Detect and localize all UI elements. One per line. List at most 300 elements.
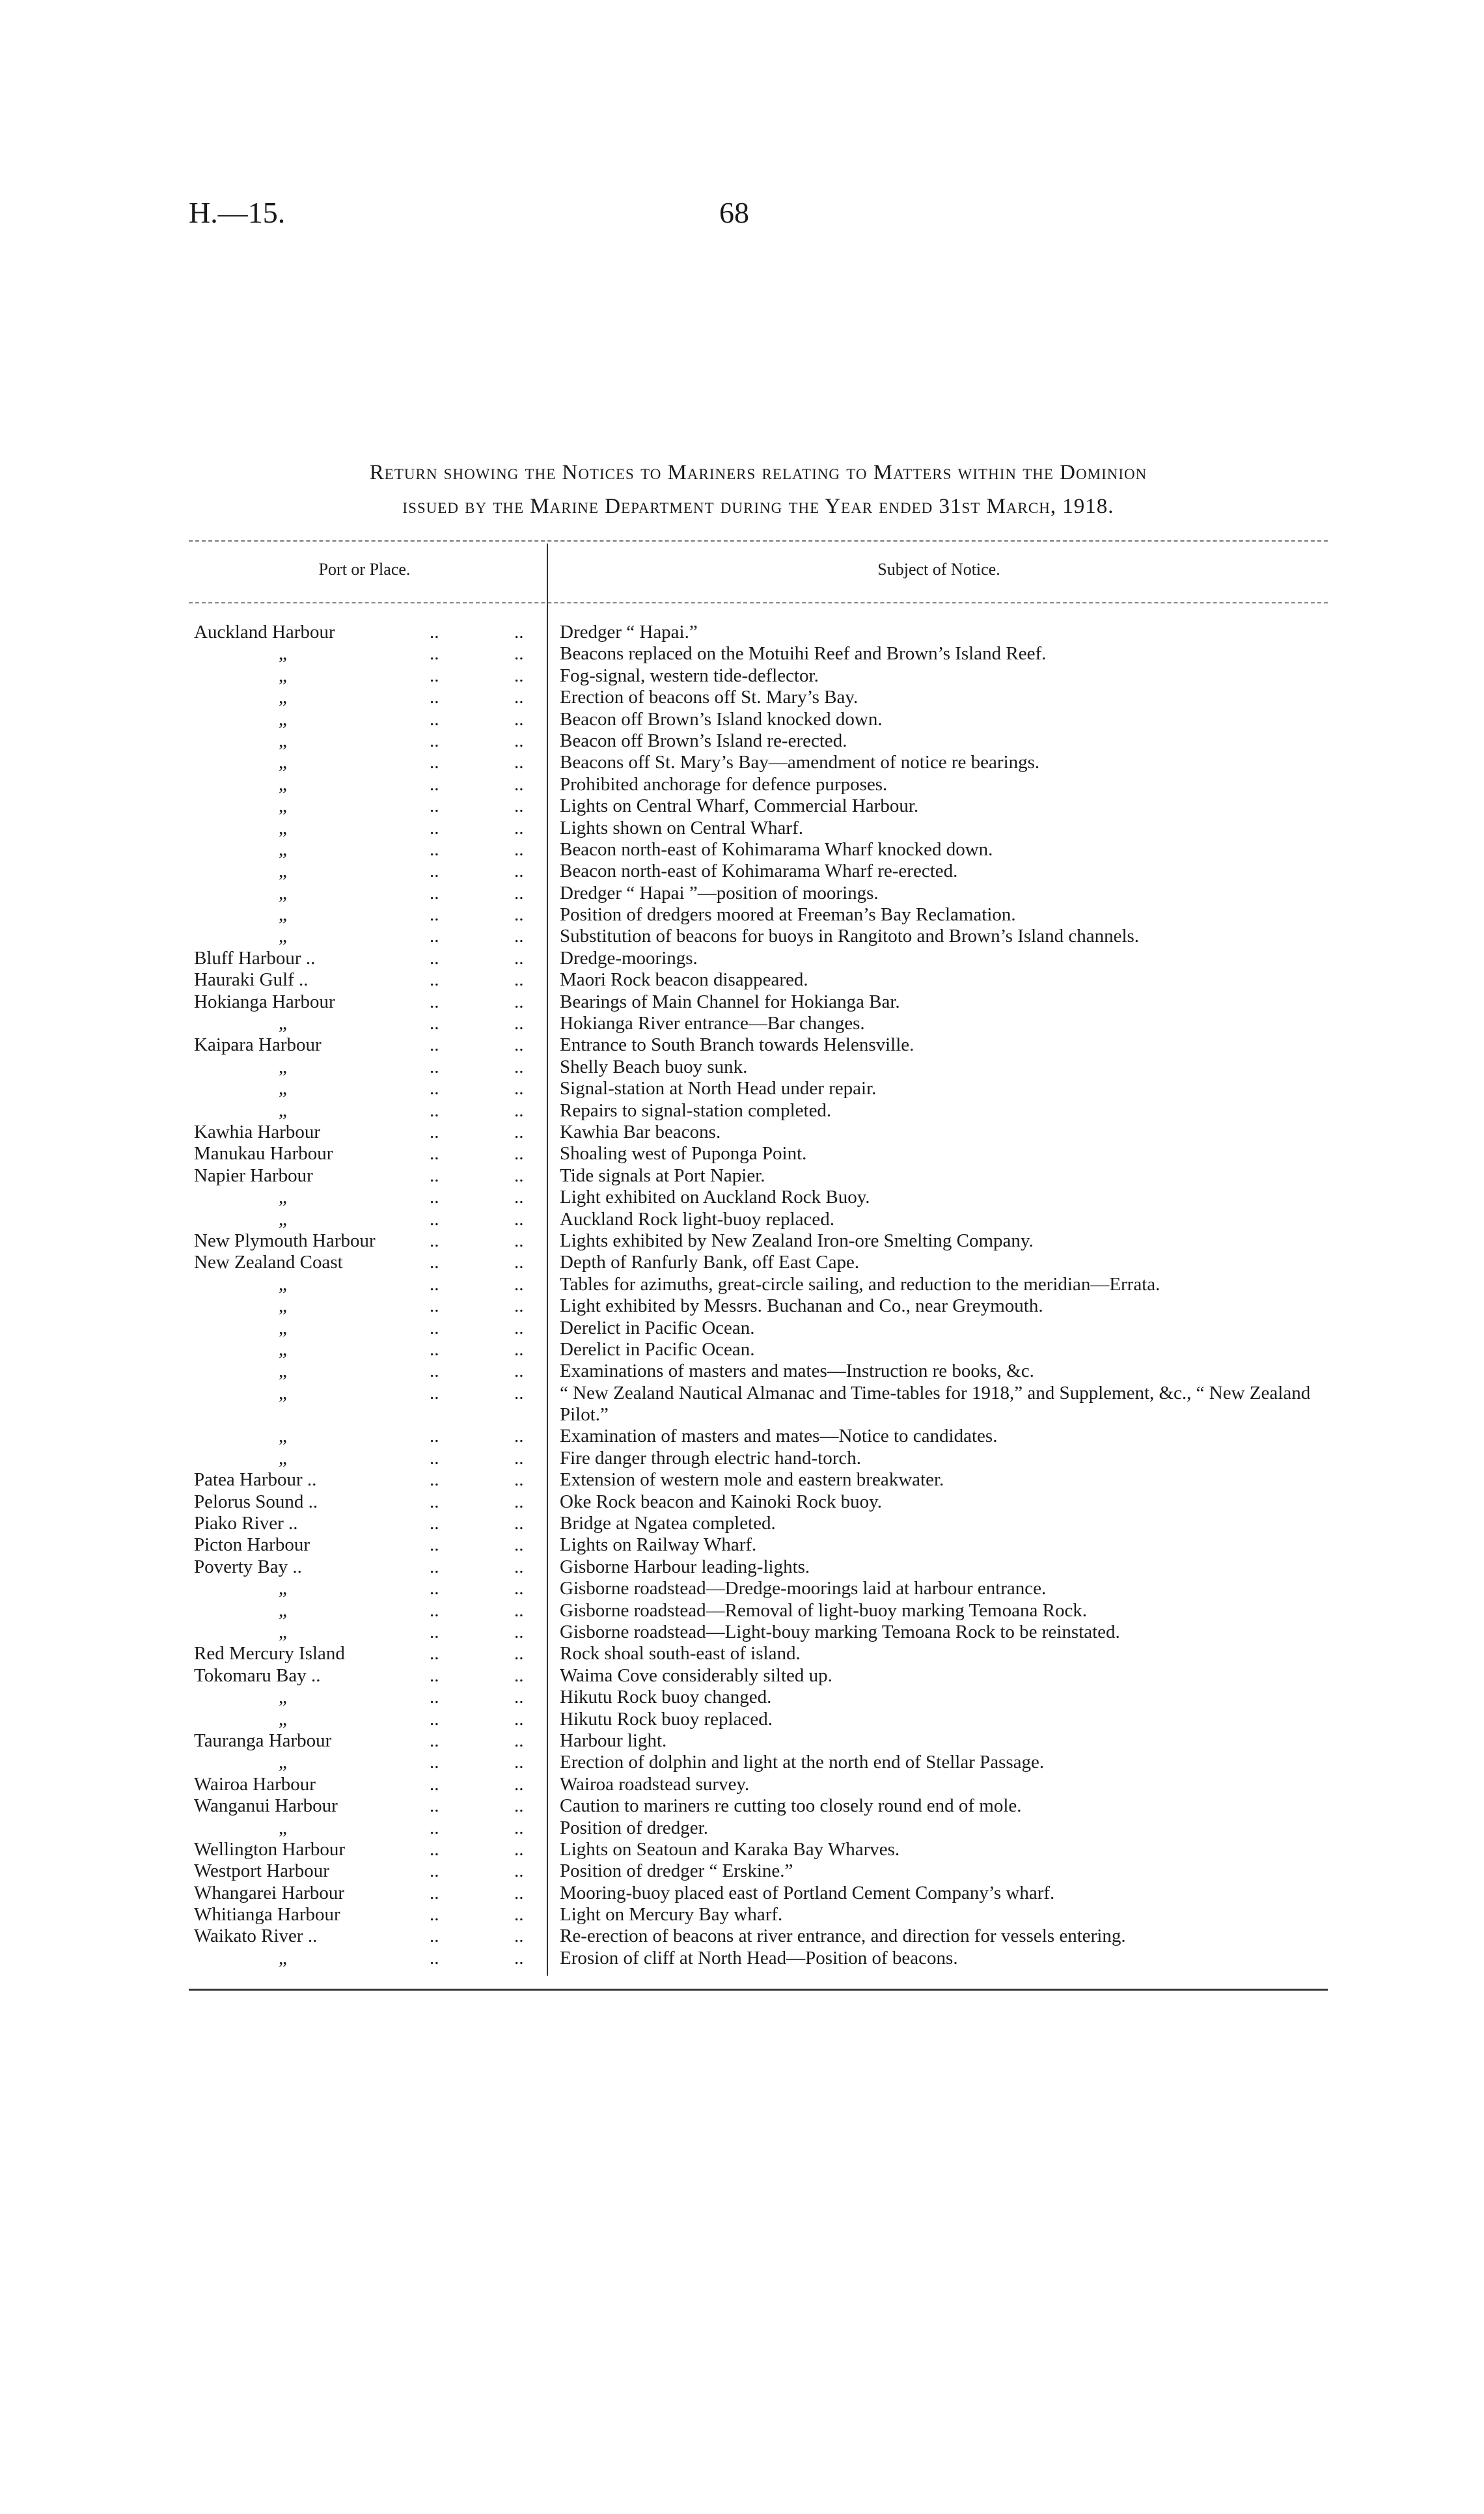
ditto-mark: „ <box>279 1426 287 1447</box>
table-row <box>189 1839 1328 1860</box>
leader-dots: .. <box>430 773 439 795</box>
leader-dots: .. <box>514 1273 524 1295</box>
leader-dots: .. <box>514 1621 524 1642</box>
leader-dots: .. <box>514 1860 524 1882</box>
notice-subject: Wairoa roadstead survey. <box>560 1773 750 1795</box>
table-row <box>189 1230 1328 1252</box>
table-row <box>189 1143 1328 1165</box>
notice-subject: Lights on Railway Wharf. <box>560 1534 757 1556</box>
leader-dots: .. <box>430 665 439 686</box>
table-row <box>189 1318 1328 1339</box>
leader-dots: .. <box>430 708 439 730</box>
notice-subject: Fog-signal, western tide-deflector. <box>560 665 819 686</box>
leader-dots: .. <box>514 882 524 904</box>
table-row <box>189 1034 1328 1056</box>
notice-subject: Lights on Central Wharf, Commercial Harbour. <box>560 795 919 817</box>
table-row <box>189 1491 1328 1513</box>
leader-dots: .. <box>430 1599 439 1621</box>
ditto-mark: „ <box>279 1338 287 1360</box>
ditto-mark: „ <box>279 795 287 817</box>
table-row <box>189 1057 1328 1078</box>
notice-subject: Caution to mariners re cutting too closely round end of mole. <box>560 1795 1022 1817</box>
leader-dots: .. <box>514 1208 524 1230</box>
leader-dots: .. <box>514 1838 524 1860</box>
table-row <box>189 1904 1328 1926</box>
notice-subject: Waima Cove considerably silted up. <box>560 1664 832 1686</box>
table-row <box>189 1709 1328 1730</box>
table-row <box>189 1752 1328 1773</box>
leader-dots: .. <box>514 752 524 773</box>
table-row <box>189 861 1328 882</box>
port-name: Wairoa Harbour <box>194 1773 316 1795</box>
table-row <box>189 730 1328 752</box>
table-row <box>189 904 1328 926</box>
notice-subject: Beacons replaced on the Motuihi Reef and Brown’s Island Reef. <box>560 643 1047 665</box>
notice-subject: Auckland Rock light-buoy replaced. <box>560 1208 834 1230</box>
notice-subject: Examination of masters and mates—Notice to candidates. <box>560 1426 998 1447</box>
port-name: Westport Harbour <box>194 1860 329 1882</box>
table-row <box>189 1578 1328 1599</box>
ditto-mark: „ <box>279 1817 287 1838</box>
leader-dots: .. <box>514 1687 524 1708</box>
notice-subject: Harbour light. <box>560 1730 667 1751</box>
table-row <box>189 687 1328 708</box>
leader-dots: .. <box>514 1599 524 1621</box>
ditto-mark: „ <box>279 1361 287 1382</box>
ditto-mark: „ <box>279 1056 287 1077</box>
ditto-mark: „ <box>279 1621 287 1642</box>
port-name: Bluff Harbour .. <box>194 947 316 969</box>
leader-dots: .. <box>430 947 439 969</box>
table-row <box>189 709 1328 730</box>
leader-dots: .. <box>430 1273 439 1295</box>
notice-subject: Hokianga River entrance—Bar changes. <box>560 1013 865 1034</box>
leader-dots: .. <box>514 687 524 708</box>
table-row <box>189 1795 1328 1817</box>
port-name: New Plymouth Harbour <box>194 1230 376 1251</box>
ditto-mark: „ <box>279 730 287 751</box>
notice-subject: Hikutu Rock buoy changed. <box>560 1687 772 1708</box>
table-row <box>189 991 1328 1013</box>
leader-dots: .. <box>430 1904 439 1926</box>
table-row <box>189 1665 1328 1687</box>
leader-dots: .. <box>514 1295 524 1317</box>
ditto-mark: „ <box>279 904 287 926</box>
notice-subject: Lights shown on Central Wharf. <box>560 817 803 838</box>
leader-dots: .. <box>514 1426 524 1447</box>
port-name: Kaipara Harbour <box>194 1034 322 1056</box>
leader-dots: .. <box>430 1165 439 1186</box>
notices-table <box>189 622 1328 1969</box>
table-row <box>189 1100 1328 1122</box>
notice-subject: Beacon off Brown’s Island knocked down. <box>560 708 883 730</box>
leader-dots: .. <box>514 1317 524 1338</box>
notice-subject: Erection of beacons off St. Mary’s Bay. <box>560 687 859 708</box>
leader-dots: .. <box>430 643 439 665</box>
leader-dots: .. <box>514 969 524 991</box>
notice-subject: Dredger “ Hapai.” <box>560 622 698 642</box>
leader-dots: .. <box>430 1338 439 1360</box>
leader-dots: .. <box>430 687 439 708</box>
leader-dots: .. <box>514 1447 524 1469</box>
leader-dots: .. <box>430 1556 439 1577</box>
leader-dots: .. <box>514 1034 524 1056</box>
top-rule <box>189 540 1328 542</box>
leader-dots: .. <box>430 1361 439 1382</box>
leader-dots: .. <box>514 1121 524 1142</box>
leader-dots: .. <box>514 1643 524 1664</box>
table-row <box>189 1860 1328 1882</box>
notice-subject: Re-erection of beacons at river entrance, and direction for vessels entering. <box>560 1926 1126 1947</box>
port-name: Waikato River .. <box>194 1926 318 1947</box>
leader-dots: .. <box>514 1382 524 1403</box>
port-name: New Zealand Coast <box>194 1252 343 1273</box>
leader-dots: .. <box>514 1165 524 1186</box>
leader-dots: .. <box>514 1099 524 1121</box>
table-row <box>189 1513 1328 1534</box>
leader-dots: .. <box>430 1534 439 1556</box>
leader-dots: .. <box>514 665 524 686</box>
notice-subject: Shoaling west of Puponga Point. <box>560 1143 807 1165</box>
port-name: Hauraki Gulf .. <box>194 969 309 991</box>
leader-dots: .. <box>430 817 439 838</box>
notice-subject: Tide signals at Port Napier. <box>560 1165 765 1186</box>
table-row <box>189 1622 1328 1643</box>
notice-subject: Light exhibited on Auckland Rock Buoy. <box>560 1187 870 1208</box>
table-row <box>189 1534 1328 1556</box>
leader-dots: .. <box>430 1034 439 1056</box>
table-row <box>189 1361 1328 1382</box>
header-reference: H.—15. <box>189 196 286 229</box>
leader-dots: .. <box>514 1013 524 1034</box>
leader-dots: .. <box>430 1230 439 1251</box>
leader-dots: .. <box>430 1447 439 1469</box>
notice-subject: Position of dredgers moored at Freeman’s Bay Reclamation. <box>560 904 1016 926</box>
notice-subject: Light on Mercury Bay wharf. <box>560 1904 783 1926</box>
table-row <box>189 1556 1328 1578</box>
leader-dots: .. <box>430 1947 439 1968</box>
notice-subject: Dredge-moorings. <box>560 947 698 969</box>
notice-subject: Beacon off Brown’s Island re-erected. <box>560 730 847 751</box>
notice-subject: Hikutu Rock buoy replaced. <box>560 1708 773 1730</box>
notice-subject: Gisborne roadstead—Light-bouy marking Temoana Rock to be reinstated. <box>560 1621 1120 1642</box>
column-header-port: Port or Place. <box>318 560 411 579</box>
leader-dots: .. <box>514 1578 524 1599</box>
ditto-mark: „ <box>279 1752 287 1773</box>
port-name: Patea Harbour .. <box>194 1469 317 1491</box>
table-row <box>189 1948 1328 1969</box>
leader-dots: .. <box>514 1361 524 1382</box>
leader-dots: .. <box>514 926 524 947</box>
notice-subject: Dredger “ Hapai ”—position of moorings. <box>560 882 879 904</box>
port-name: Hokianga Harbour <box>194 991 335 1012</box>
notice-subject: Beacon north-east of Kohimarama Wharf knocked down. <box>560 838 993 860</box>
notice-subject: Erection of dolphin and light at the north end of Stellar Passage. <box>560 1752 1045 1773</box>
leader-dots: .. <box>514 1556 524 1577</box>
leader-dots: .. <box>430 1513 439 1534</box>
notice-subject: Substitution of beacons for buoys in Rangitoto and Brown’s Island channels. <box>560 926 1140 947</box>
leader-dots: .. <box>430 1295 439 1317</box>
table-row <box>189 1730 1328 1752</box>
notice-subject: Fire danger through electric hand-torch. <box>560 1447 862 1469</box>
ditto-mark: „ <box>279 1273 287 1295</box>
ditto-mark: „ <box>279 643 287 665</box>
leader-dots: .. <box>430 1687 439 1708</box>
leader-dots: .. <box>514 1904 524 1926</box>
port-name: Poverty Bay .. <box>194 1556 302 1577</box>
table-row <box>189 926 1328 947</box>
ditto-mark: „ <box>279 1099 287 1121</box>
notice-subject: Kawhia Bar beacons. <box>560 1121 721 1142</box>
port-name: Tokomaru Bay .. <box>194 1664 321 1686</box>
leader-dots: .. <box>430 1382 439 1403</box>
leader-dots: .. <box>430 1578 439 1599</box>
ditto-mark: „ <box>279 1687 287 1708</box>
ditto-mark: „ <box>279 1578 287 1599</box>
leader-dots: .. <box>514 1730 524 1751</box>
leader-dots: .. <box>430 1730 439 1751</box>
notice-subject: Derelict in Pacific Ocean. <box>560 1317 755 1338</box>
port-name: Red Mercury Island <box>194 1643 345 1664</box>
ditto-mark: „ <box>279 838 287 860</box>
leader-dots: .. <box>514 773 524 795</box>
leader-dots: .. <box>430 1752 439 1773</box>
leader-dots: .. <box>430 622 439 642</box>
ditto-mark: „ <box>279 1947 287 1968</box>
leader-dots: .. <box>430 795 439 817</box>
notice-subject: “ New Zealand Nautical Almanac and Time-tables for 1918,” and Supplement, &c., “ New Zealand Pilot.” <box>560 1382 1311 1426</box>
leader-dots: .. <box>514 904 524 926</box>
port-name: Picton Harbour <box>194 1534 310 1556</box>
leader-dots: .. <box>430 1056 439 1077</box>
leader-dots: .. <box>514 1491 524 1512</box>
leader-dots: .. <box>430 1621 439 1642</box>
notice-subject: Examinations of masters and mates—Instruction re books, &c. <box>560 1361 1034 1382</box>
table-row <box>189 1383 1328 1426</box>
ditto-mark: „ <box>279 773 287 795</box>
ditto-mark: „ <box>279 665 287 686</box>
leader-dots: .. <box>430 1491 439 1512</box>
notice-subject: Gisborne roadstead—Dredge-moorings laid at harbour entrance. <box>560 1578 1047 1599</box>
title-line-2: issued by the Marine Department during the Year ended 31st March, 1918. <box>402 495 1114 518</box>
table-row <box>189 665 1328 687</box>
notice-subject: Repairs to signal-station completed. <box>560 1099 832 1121</box>
leader-dots: .. <box>514 1230 524 1251</box>
ditto-mark: „ <box>279 1013 287 1034</box>
port-name: Auckland Harbour <box>194 622 335 642</box>
ditto-mark: „ <box>279 1078 287 1099</box>
table-row <box>189 1448 1328 1469</box>
leader-dots: .. <box>430 1817 439 1838</box>
leader-dots: .. <box>514 991 524 1012</box>
ditto-mark: „ <box>279 861 287 882</box>
notice-subject: Position of dredger “ Erskine.” <box>560 1860 793 1882</box>
leader-dots: .. <box>514 947 524 969</box>
notice-subject: Gisborne Harbour leading-lights. <box>560 1556 810 1577</box>
leader-dots: .. <box>430 882 439 904</box>
leader-dots: .. <box>514 622 524 642</box>
leader-dots: .. <box>430 1426 439 1447</box>
table-row <box>189 1165 1328 1187</box>
leader-dots: .. <box>430 1208 439 1230</box>
notice-subject: Rock shoal south-east of island. <box>560 1643 801 1664</box>
leader-dots: .. <box>514 708 524 730</box>
ditto-mark: „ <box>279 687 287 708</box>
table-row <box>189 1013 1328 1034</box>
leader-dots: .. <box>430 1469 439 1491</box>
notice-subject: Prohibited anchorage for defence purposes. <box>560 773 888 795</box>
leader-dots: .. <box>430 1838 439 1860</box>
table-row <box>189 1469 1328 1491</box>
table-row <box>189 774 1328 795</box>
leader-dots: .. <box>430 1121 439 1142</box>
bottom-rule <box>189 1989 1328 1991</box>
table-row <box>189 1687 1328 1708</box>
port-name: Napier Harbour <box>194 1165 313 1186</box>
table-row <box>189 1274 1328 1295</box>
leader-dots: .. <box>514 1338 524 1360</box>
leader-dots: .. <box>430 861 439 882</box>
table-row <box>189 1187 1328 1208</box>
leader-dots: .. <box>430 1187 439 1208</box>
table-row <box>189 1078 1328 1099</box>
table-row <box>189 1926 1328 1947</box>
leader-dots: .. <box>514 1056 524 1077</box>
port-name: Whangarei Harbour <box>194 1882 345 1903</box>
notice-subject: Lights exhibited by New Zealand Iron-ore Smelting Company. <box>560 1230 1034 1251</box>
table-row <box>189 795 1328 817</box>
leader-dots: .. <box>430 1013 439 1034</box>
table-row <box>189 818 1328 839</box>
notice-subject: Bridge at Ngatea completed. <box>560 1513 776 1534</box>
port-name: Manukau Harbour <box>194 1143 333 1165</box>
leader-dots: .. <box>430 904 439 926</box>
leader-dots: .. <box>514 730 524 751</box>
leader-dots: .. <box>514 1926 524 1947</box>
leader-dots: .. <box>430 1795 439 1817</box>
leader-dots: .. <box>430 1643 439 1664</box>
notice-subject: Maori Rock beacon disappeared. <box>560 969 808 991</box>
leader-dots: .. <box>514 1882 524 1903</box>
leader-dots: .. <box>514 795 524 817</box>
leader-dots: .. <box>514 1708 524 1730</box>
notice-subject: Tables for azimuths, great-circle sailing, and reduction to the meridian—Errata. <box>560 1273 1161 1295</box>
leader-dots: .. <box>430 1664 439 1686</box>
table-row <box>189 883 1328 904</box>
header-rule <box>189 602 1328 603</box>
leader-dots: .. <box>514 643 524 665</box>
leader-dots: .. <box>514 1534 524 1556</box>
table-row <box>189 969 1328 991</box>
table-row <box>189 1643 1328 1664</box>
port-name: Kawhia Harbour <box>194 1121 321 1142</box>
port-name: Wellington Harbour <box>194 1838 346 1860</box>
table-row <box>189 622 1328 643</box>
leader-dots: .. <box>514 861 524 882</box>
ditto-mark: „ <box>279 882 287 904</box>
notice-subject: Mooring-buoy placed east of Portland Cement Company’s wharf. <box>560 1882 1055 1903</box>
leader-dots: .. <box>430 1708 439 1730</box>
notice-subject: Oke Rock beacon and Kainoki Rock buoy. <box>560 1491 883 1512</box>
table-row <box>189 839 1328 861</box>
leader-dots: .. <box>514 1252 524 1273</box>
leader-dots: .. <box>514 1664 524 1686</box>
notice-subject: Depth of Ranfurly Bank, off East Cape. <box>560 1252 860 1273</box>
leader-dots: .. <box>514 1078 524 1099</box>
table-row <box>189 643 1328 665</box>
leader-dots: .. <box>430 1252 439 1273</box>
leader-dots: .. <box>430 1860 439 1882</box>
column-header-subject: Subject of Notice. <box>877 560 1000 579</box>
port-name: Tauranga Harbour <box>194 1730 332 1751</box>
notice-subject: Beacons off St. Mary’s Bay—amendment of notice re bearings. <box>560 752 1040 773</box>
leader-dots: .. <box>430 1317 439 1338</box>
leader-dots: .. <box>430 1882 439 1903</box>
ditto-mark: „ <box>279 1708 287 1730</box>
table-row <box>189 1883 1328 1904</box>
leader-dots: .. <box>514 1187 524 1208</box>
leader-dots: .. <box>430 991 439 1012</box>
ditto-mark: „ <box>279 752 287 773</box>
title-line-1: Return showing the Notices to Mariners relating to Matters within the Dominion <box>369 461 1147 484</box>
table-row <box>189 1122 1328 1143</box>
port-name: Piako River .. <box>194 1513 298 1534</box>
leader-dots: .. <box>430 1773 439 1795</box>
port-name: Wanganui Harbour <box>194 1795 338 1817</box>
leader-dots: .. <box>430 730 439 751</box>
ditto-mark: „ <box>279 1447 287 1469</box>
ditto-mark: „ <box>279 926 287 947</box>
leader-dots: .. <box>430 1926 439 1947</box>
ditto-mark: „ <box>279 1382 287 1403</box>
notice-subject: Bearings of Main Channel for Hokianga Bar. <box>560 991 900 1012</box>
notice-subject: Position of dredger. <box>560 1817 708 1838</box>
leader-dots: .. <box>514 1773 524 1795</box>
ditto-mark: „ <box>279 817 287 838</box>
port-name: Whitianga Harbour <box>194 1904 340 1926</box>
leader-dots: .. <box>514 1817 524 1838</box>
leader-dots: .. <box>430 1099 439 1121</box>
ditto-mark: „ <box>279 708 287 730</box>
notice-subject: Extension of western mole and eastern breakwater. <box>560 1469 944 1491</box>
leader-dots: .. <box>514 1752 524 1773</box>
leader-dots: .. <box>514 838 524 860</box>
port-name: Pelorus Sound .. <box>194 1491 318 1512</box>
ditto-mark: „ <box>279 1599 287 1621</box>
notice-subject: Shelly Beach buoy sunk. <box>560 1056 748 1077</box>
notice-subject: Entrance to South Branch towards Helensville. <box>560 1034 914 1056</box>
table-row <box>189 1252 1328 1273</box>
return-title <box>189 456 1328 523</box>
ditto-mark: „ <box>279 1295 287 1317</box>
ditto-mark: „ <box>279 1187 287 1208</box>
page-number: 68 <box>719 196 749 229</box>
notice-subject: Derelict in Pacific Ocean. <box>560 1338 755 1360</box>
ditto-mark: „ <box>279 1317 287 1338</box>
table-row <box>189 752 1328 773</box>
leader-dots: .. <box>514 1513 524 1534</box>
table-row <box>189 1339 1328 1361</box>
table-row <box>189 1817 1328 1839</box>
table-row <box>189 1426 1328 1447</box>
leader-dots: .. <box>514 1469 524 1491</box>
notice-subject: Lights on Seatoun and Karaka Bay Wharves. <box>560 1838 900 1860</box>
table-row <box>189 948 1328 969</box>
table-row <box>189 1600 1328 1622</box>
notice-subject: Light exhibited by Messrs. Buchanan and Co., near Greymouth. <box>560 1295 1043 1317</box>
leader-dots: .. <box>514 817 524 838</box>
notice-subject: Beacon north-east of Kohimarama Wharf re-erected. <box>560 861 958 882</box>
